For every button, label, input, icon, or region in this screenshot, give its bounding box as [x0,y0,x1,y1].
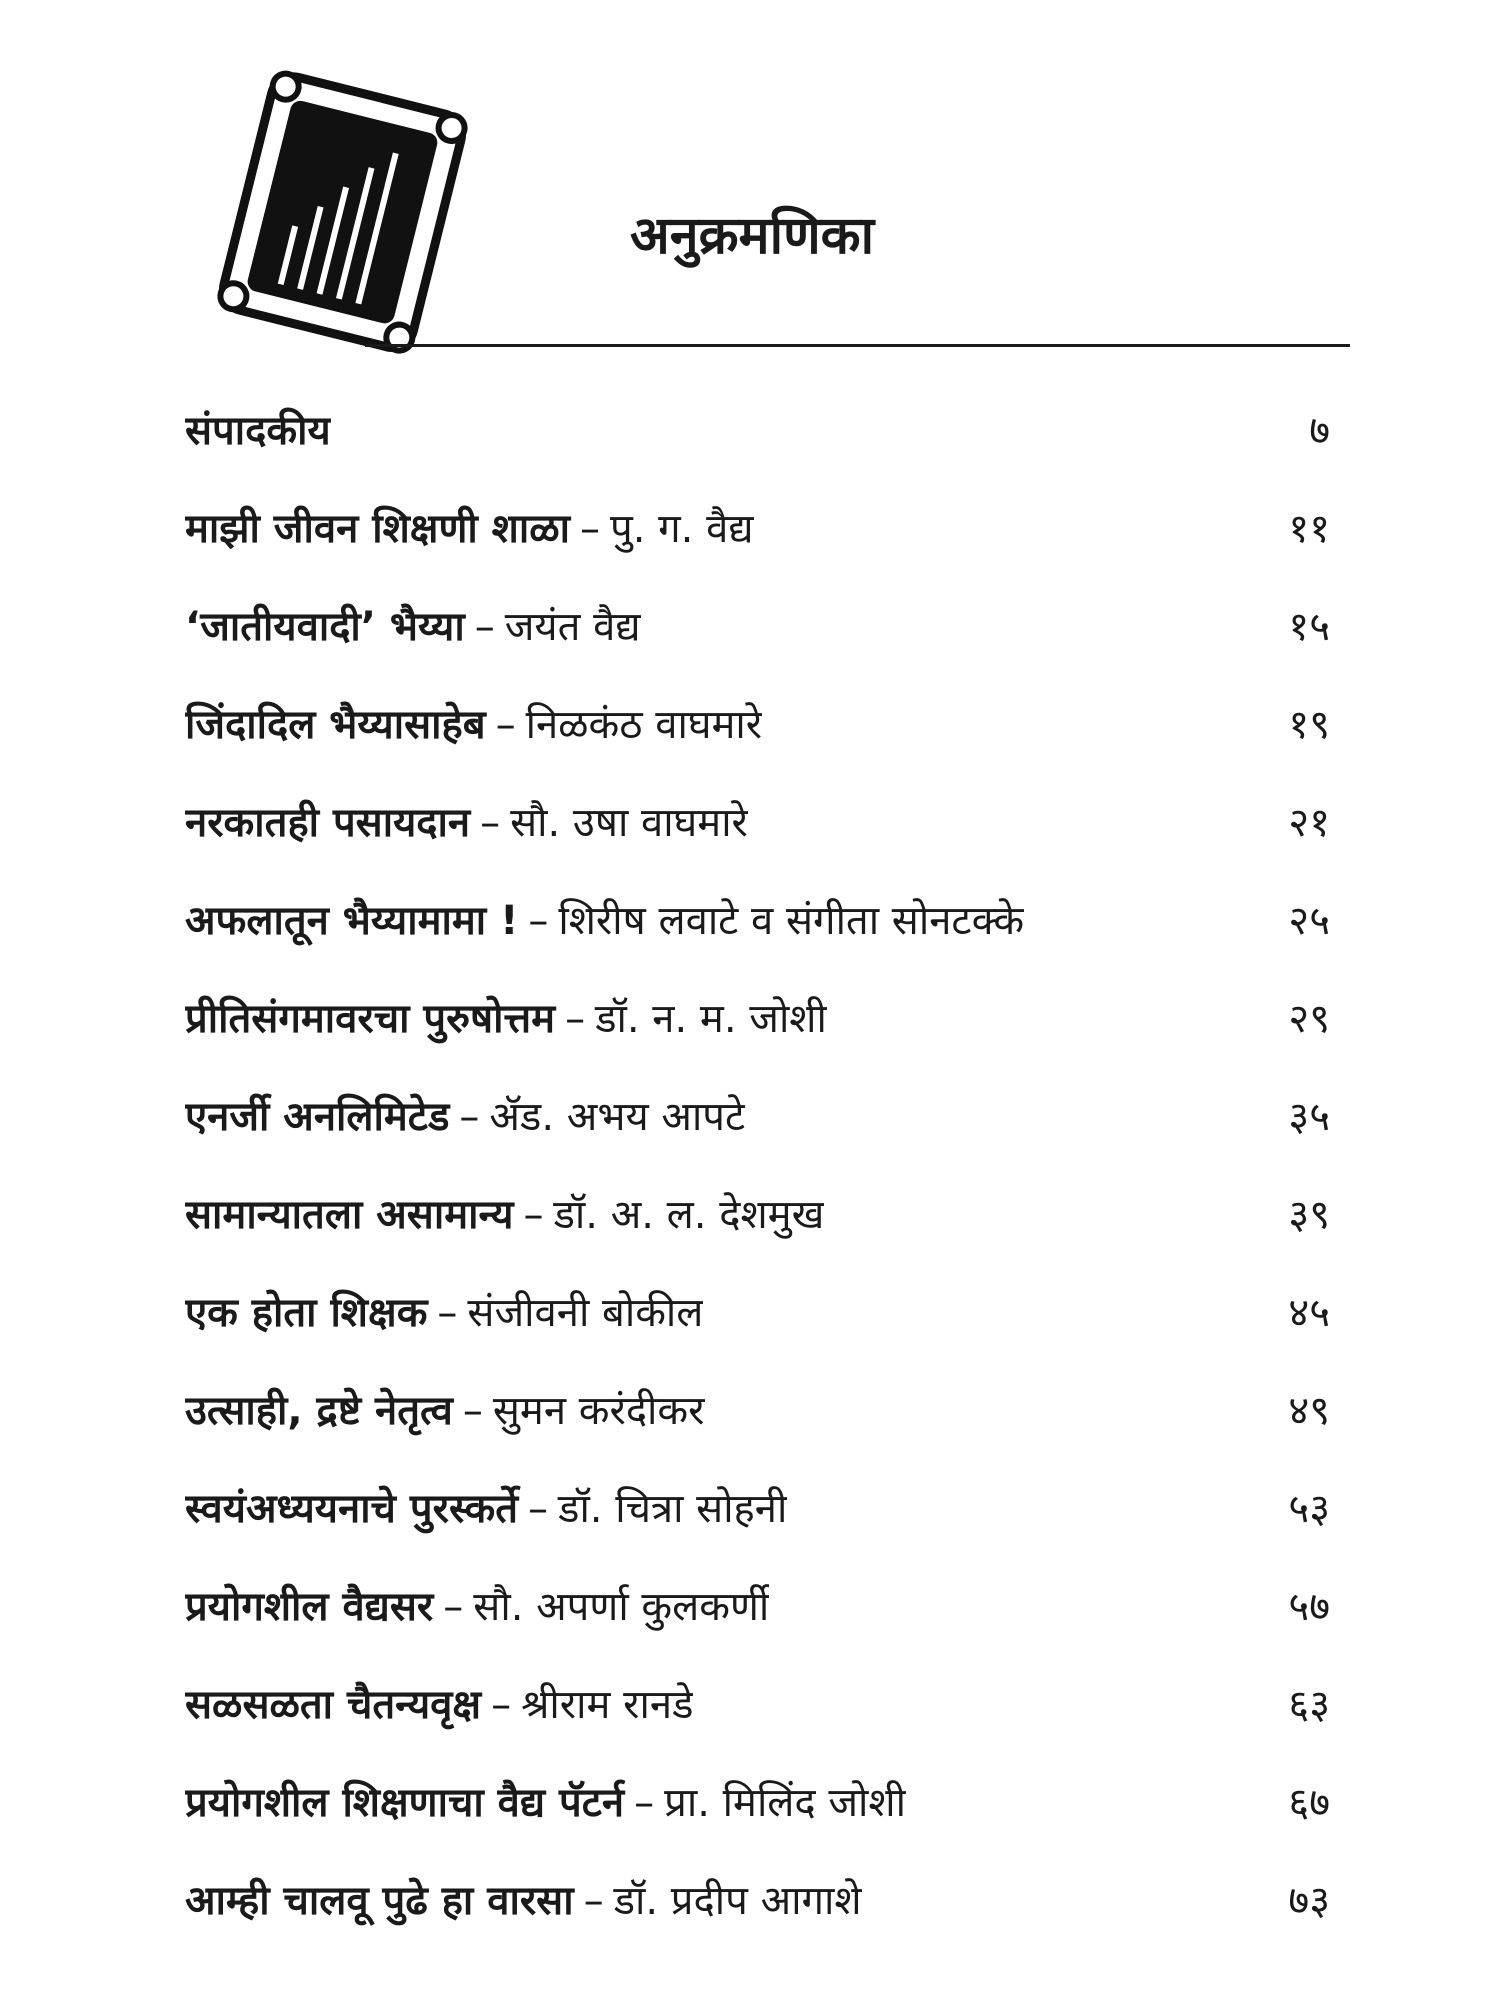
toc-entry-author: डॉ. न. म. जोशी [595,996,827,1042]
toc-entry-author: डॉ. चित्रा सोहनी [558,1486,788,1532]
toc-entry-text [185,895,1024,947]
toc-entry-title: प्रीतिसंगमावरचा पुरुषोत्तम [185,996,556,1042]
slate-book-icon [205,62,480,362]
toc-entry-page-number: ४५ [1288,1290,1330,1336]
toc-entry-separator: – [528,1486,549,1532]
toc-entry-page-number: ५३ [1288,1486,1330,1532]
toc-entry-page-number: २५ [1288,898,1330,944]
toc-entry [185,895,1345,993]
toc-entry-author: श्रीराम रानडे [521,1682,694,1728]
toc-entry-separator: – [443,1584,464,1630]
toc-entry-text [185,1385,705,1437]
toc-entry-separator: – [565,996,586,1042]
toc-entry-separator: – [437,1290,458,1336]
toc-entry [185,1875,1345,1973]
toc-entry [185,1581,1345,1679]
toc-entry-page-number: २९ [1288,996,1330,1042]
toc-entry-title: संपादकीय [185,408,331,454]
toc-entry-text [185,1189,824,1241]
toc-entry-author: पु. ग. वैद्य [609,506,754,552]
toc-entry-text [185,1287,703,1339]
toc-entry-page-number: १९ [1288,702,1330,748]
toc-entry [185,1091,1345,1189]
toc-entry [185,1385,1345,1483]
toc-entry-separator: – [474,604,495,650]
toc-entry-title: अफलातून भैय्यामामा ! [185,898,519,944]
toc-entry-text [185,993,827,1045]
toc-entry-text [185,1581,769,1633]
toc-entry-author: डॉ. प्रदीप आगाशे [613,1878,862,1924]
toc-entry-title: एनर्जी अनलिमिटेड [185,1094,450,1140]
toc-entry-author: डॉ. अ. ल. देशमुख [553,1192,825,1238]
toc-entry-separator: – [528,898,549,944]
toc-entry-page-number: १५ [1288,604,1330,650]
toc-entry-text [185,1483,787,1535]
toc-entry-text [185,1091,745,1143]
toc-entry-text [185,699,762,751]
toc-entry-separator: – [634,1780,655,1826]
toc-entry [185,993,1345,1091]
toc-entry [185,1483,1345,1581]
toc-entry-author: संजीवनी बोकील [467,1290,704,1336]
toc-entry-title: आम्ही चालवू पुढे हा वारसा [185,1878,574,1924]
toc-entry-title: स्वयंअध्ययनाचे पुरस्कर्ते [185,1486,519,1532]
toc-entry-title: जिंदादिल भैय्यासाहेब [185,702,486,748]
toc-entry-author: सौ. उषा वाघमारे [510,800,748,846]
toc-entry-separator: – [523,1192,544,1238]
toc-entry-separator: – [459,1094,480,1140]
title-divider [365,344,1350,347]
toc-entry-author: सौ. अपर्णा कुलकर्णी [473,1584,770,1630]
toc-entry-title: उत्साही, द्रष्टे नेतृत्व [185,1388,453,1434]
toc-entry-page-number: ३९ [1288,1192,1330,1238]
toc-entry-page-number: ७३ [1288,1878,1330,1924]
toc-entry-page-number: ६७ [1288,1780,1330,1826]
toc-entry-page-number: ११ [1288,506,1330,552]
toc-entry-author: ॲड. अभय आपटे [489,1094,746,1140]
toc-entry-author: सुमन करंदीकर [492,1388,705,1434]
toc-entry [185,699,1345,797]
toc-entry-title: ‘जातीयवादी’ भैय्या [185,604,465,650]
toc-entry-separator: – [495,702,516,748]
toc-entry-title: प्रयोगशील शिक्षणाचा वैद्य पॅटर्न [185,1780,625,1826]
toc-entry-title: माझी जीवन शिक्षणी शाळा [185,506,570,552]
toc-entry-separator: – [462,1388,483,1434]
toc-entry-author: निळकंठ वाघमारे [525,702,763,748]
toc-entry-page-number: २१ [1288,800,1330,846]
page-title: अनुक्रमणिका [630,206,875,266]
toc-entry-text [185,503,754,555]
toc-entry-page-number: ५७ [1288,1584,1330,1630]
toc-entry-text [185,1679,693,1731]
toc-entry-title: प्रयोगशील वैद्यसर [185,1584,434,1630]
toc-entry [185,797,1345,895]
toc-entry-text [185,405,331,457]
toc-entry [185,1777,1345,1875]
toc-entry-title: सळसळता चैतन्यवृक्ष [185,1682,482,1728]
toc-entry-separator: – [491,1682,512,1728]
toc-entry [185,405,1345,503]
toc-entry-author: जयंत वैद्य [504,604,641,650]
toc-entry [185,503,1345,601]
toc-entry-title: नरकातही पसायदान [185,800,471,846]
toc-entry [185,1287,1345,1385]
toc-entry-title: सामान्यातला असामान्य [185,1192,514,1238]
toc-entry-text [185,797,748,849]
toc-entry-page-number: ६३ [1288,1682,1330,1728]
toc-entry-page-number: ४९ [1288,1388,1330,1434]
toc-entry-author: शिरीष लवाटे व संगीता सोनटक्के [558,898,1025,944]
toc-entry-separator: – [579,506,600,552]
toc-entry-page-number: ३५ [1288,1094,1330,1140]
toc-entry [185,601,1345,699]
toc-entry [185,1679,1345,1777]
toc-entry-text [185,1777,906,1829]
table-of-contents [185,405,1345,1973]
toc-entry-page-number: ७ [1309,408,1330,454]
toc-entry-title: एक होता शिक्षक [185,1290,428,1336]
toc-entry [185,1189,1345,1287]
toc-entry-separator: – [480,800,501,846]
toc-entry-author: प्रा. मिलिंद जोशी [664,1780,906,1826]
toc-entry-text [185,601,641,653]
toc-entry-separator: – [583,1878,604,1924]
toc-entry-text [185,1875,862,1927]
